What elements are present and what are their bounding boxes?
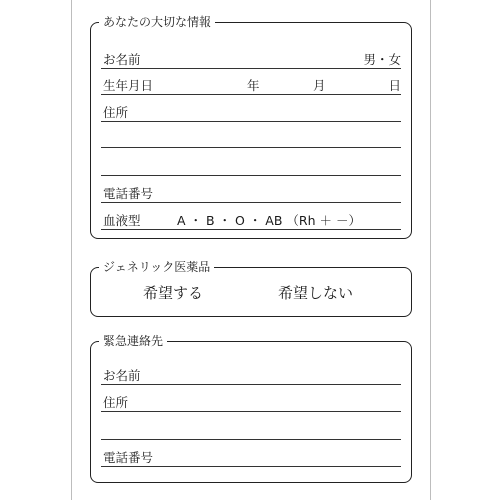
birthdate-line[interactable] — [101, 94, 401, 95]
generic-medicine-legend: ジェネリック医薬品 — [99, 259, 214, 275]
emergency-address-label: 住所 — [103, 395, 129, 410]
name-line[interactable] — [101, 68, 401, 69]
phone-label: 電話番号 — [103, 186, 154, 201]
address-line-3[interactable] — [101, 175, 401, 176]
birthdate-label: 生年月日 — [103, 78, 154, 93]
emergency-contact-legend: 緊急連絡先 — [99, 333, 167, 349]
address-label: 住所 — [103, 105, 129, 120]
emergency-name-line[interactable] — [101, 384, 401, 385]
gender-options: 男・女 — [363, 52, 401, 67]
emergency-address-line-1[interactable] — [101, 411, 401, 412]
personal-info-legend: あなたの大切な情報 — [99, 14, 215, 30]
generic-not-want-option[interactable]: 希望しない — [278, 284, 354, 302]
generic-want-option[interactable]: 希望する — [143, 284, 204, 302]
blood-type-line[interactable] — [101, 229, 401, 230]
birth-month-label: 月 — [313, 78, 326, 93]
emergency-contact-section — [90, 334, 412, 483]
emergency-address-line-2[interactable] — [101, 439, 401, 440]
address-line-1[interactable] — [101, 121, 401, 122]
blood-type-options: A ・ B ・ O ・ AB （Rh ＋ －） — [177, 213, 361, 228]
address-line-2[interactable] — [101, 147, 401, 148]
info-card — [71, 0, 431, 500]
emergency-name-label: お名前 — [103, 368, 141, 383]
birth-year-label: 年 — [247, 78, 260, 93]
emergency-phone-label: 電話番号 — [103, 450, 154, 465]
emergency-phone-line[interactable] — [101, 466, 401, 467]
personal-info-section — [90, 15, 412, 239]
generic-medicine-section — [90, 260, 412, 317]
blood-type-label: 血液型 — [103, 213, 141, 228]
name-label: お名前 — [103, 52, 141, 67]
birth-day-label: 日 — [388, 78, 401, 93]
phone-line[interactable] — [101, 202, 401, 203]
